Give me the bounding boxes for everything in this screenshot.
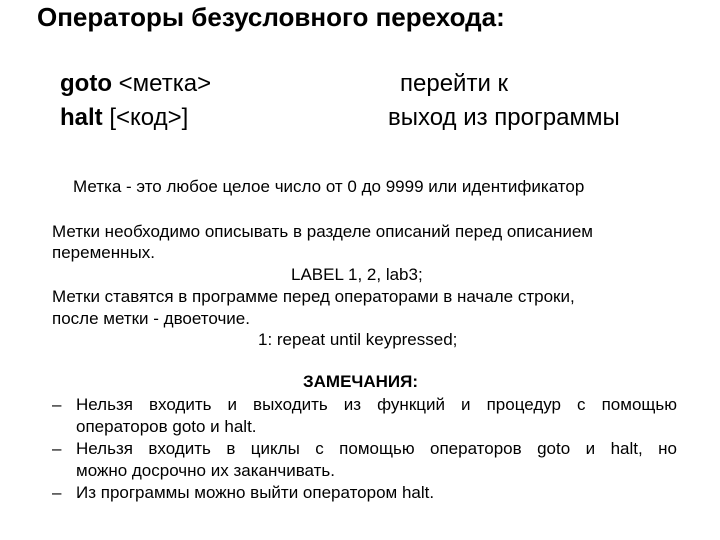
remarks-title: ЗАМЕЧАНИЯ: — [303, 372, 419, 391]
remark-item — [52, 438, 677, 482]
placement-example: 1: repeat until keypressed; — [258, 330, 458, 349]
dash-bullet: – — [52, 395, 62, 414]
operator-goto — [60, 70, 211, 98]
dash-bullet: – — [52, 439, 62, 458]
placement-text-line2: после метки - двоеточие. — [52, 309, 250, 328]
remark-item — [52, 482, 677, 504]
remark-line1: Нельзя входить в циклы с помощью операторов goto и halt, но — [76, 439, 677, 458]
operator-args: [<код>] — [102, 104, 189, 131]
operator-halt-description: выход из программы — [388, 104, 620, 131]
placement-text-line1: Метки ставятся в программе перед операторами в начале строки, — [52, 287, 575, 306]
declaration-example: LABEL 1, 2, lab3; — [291, 265, 423, 284]
remark-line1: Нельзя входить и выходить из функций и процедур с помощью — [76, 395, 677, 414]
page-title: Операторы безусловного перехода: — [37, 2, 505, 32]
remark-line1: Из программы можно выйти оператором halt. — [76, 483, 435, 502]
label-definition: Метка - это любое целое число от 0 до 9999 или идентификатор — [73, 177, 585, 196]
operator-keyword: goto — [60, 70, 112, 97]
declaration-text-line1: Метки необходимо описывать в разделе описаний перед описанием — [52, 222, 593, 241]
dash-bullet: – — [52, 483, 62, 502]
remark-line2: операторов goto и halt. — [76, 417, 257, 436]
operator-args: <метка> — [111, 70, 212, 97]
operator-halt — [60, 104, 188, 132]
declaration-text-line2: переменных. — [52, 243, 155, 262]
remark-item — [52, 394, 677, 438]
operator-keyword: halt — [60, 104, 103, 131]
remark-line2: можно досрочно их заканчивать. — [76, 461, 335, 480]
operator-goto-description: перейти к — [400, 70, 509, 97]
